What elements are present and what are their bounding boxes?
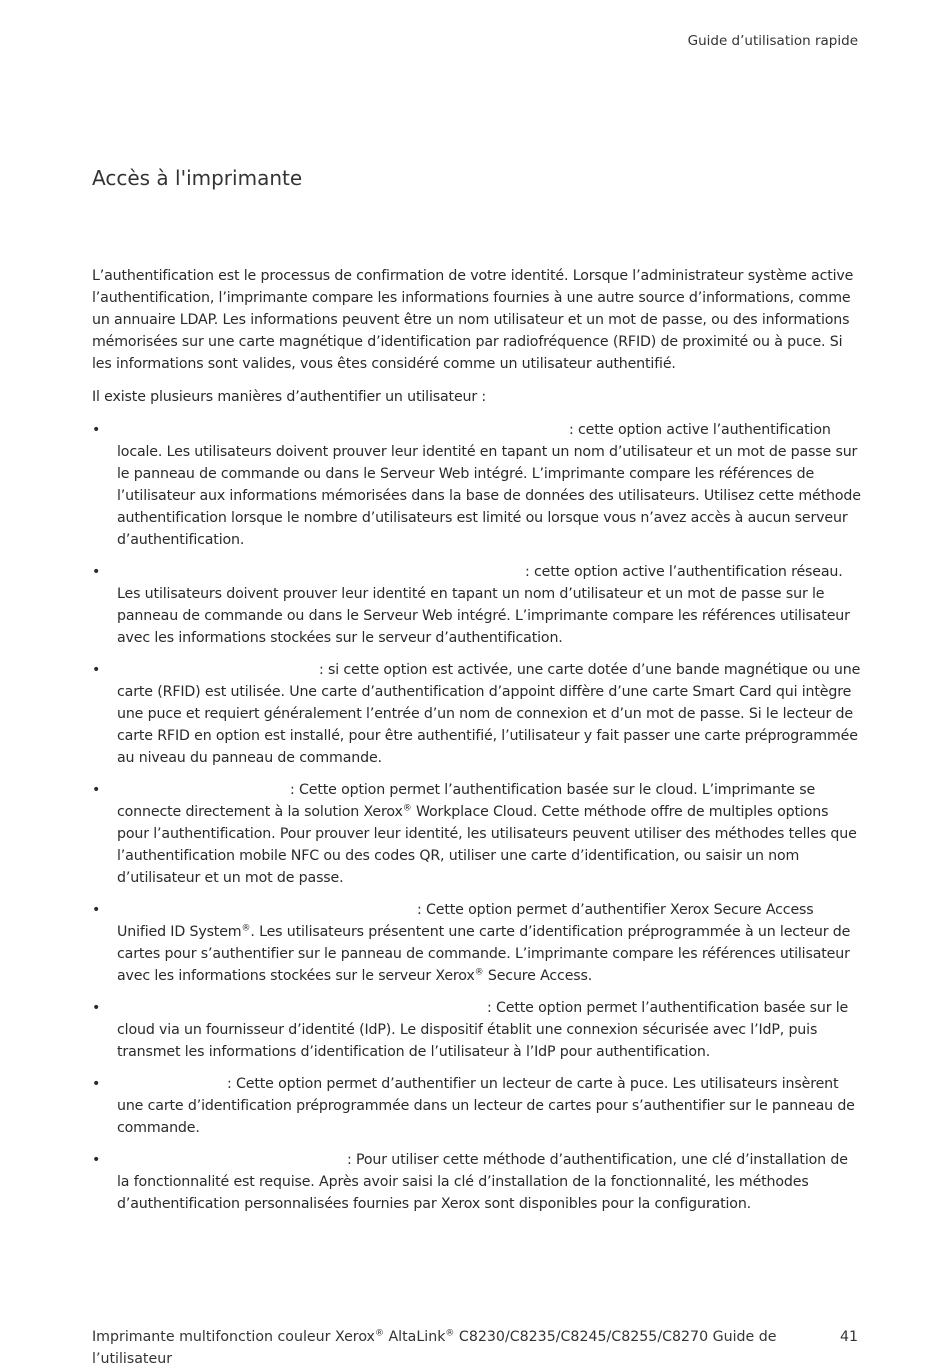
list-item bbox=[92, 899, 862, 987]
registered-mark: ® bbox=[374, 1328, 384, 1339]
bullet-icon: • bbox=[92, 1076, 101, 1092]
document-body bbox=[92, 265, 862, 1225]
bullet-icon: • bbox=[92, 422, 101, 438]
section-title: Accès à l'imprimante bbox=[92, 166, 303, 190]
item-text: : cette option active l’authentification locale. Les utilisateurs doivent prouver leur identité en tapant un nom d’utilisateur et un mot de passe sur le panneau de commande ou dans le Serveur Web intégré. L’imprimante compare les références de l’utilisateur aux informations mémorisées dans la base de données des utilisateurs. Utilisez cette méthode authentification lorsque le nombre d’utilisateurs est limité ou lorsque vous n’avez accès à aucun serveur d’authentification. bbox=[117, 422, 861, 548]
item-text: . Les utilisateurs présentent une carte d’identification préprogrammée à un lecteur de cartes pour s’authentifier sur le panneau de commande. L’imprimante compare les références utilisateur avec les informations stockées sur le serveur Xerox bbox=[117, 924, 851, 984]
item-text: : cette option active l’authentification réseau. Les utilisateurs doivent prouver leur identité en tapant un nom d’utilisateur et un mot de passe sur le panneau de commande ou dans le Serveur Web intégré. L’imprimante compare les références utilisateur avec les informations stockées sur le serveur d’authentification. bbox=[117, 564, 850, 646]
registered-mark: ® bbox=[402, 803, 412, 814]
page-footer bbox=[92, 1326, 782, 1370]
running-header: Guide d’utilisation rapide bbox=[687, 33, 858, 49]
auth-methods-list bbox=[92, 419, 862, 1215]
bullet-icon: • bbox=[92, 1152, 101, 1168]
bullet-icon: • bbox=[92, 902, 101, 918]
page-number: 41 bbox=[839, 1329, 858, 1345]
list-item bbox=[92, 1149, 862, 1215]
registered-mark: ® bbox=[445, 1328, 455, 1339]
item-text: : Cette option permet d’authentifier un lecteur de carte à puce. Les utilisateurs insèrent une carte d’identification préprogrammée dans un lecteur de cartes pour s’authentifier sur le panneau de commande. bbox=[117, 1076, 855, 1136]
bullet-icon: • bbox=[92, 564, 101, 580]
list-item bbox=[92, 997, 862, 1063]
methods-intro: Il existe plusieurs manières d’authentifier un utilisateur : bbox=[92, 389, 487, 405]
list-item bbox=[92, 561, 862, 649]
item-text: : si cette option est activée, une carte dotée d’une bande magnétique ou une carte (RFID) est utilisée. Une carte d’authentification d’appoint diffère d’une carte Smart Card qui intègre une puce et requiert généralement l’entrée d’un nom de connexion et d’un mot de passe. Si le lecteur de carte RFID en option est installé, pour être authentifié, l’utilisateur y fait passer une carte préprogrammée au niveau du panneau de commande. bbox=[117, 662, 861, 766]
bullet-icon: • bbox=[92, 662, 101, 678]
list-item bbox=[92, 659, 862, 769]
item-text: Workplace Cloud. Cette méthode offre de multiples options pour l’authentification. Pour prouver leur identité, les utilisateurs peuvent utiliser des méthodes telles que l’authentification mobile NFC ou des codes QR, utiliser une carte d’identification, ou saisir un nom d’utilisateur et un mot de passe. bbox=[117, 804, 857, 886]
item-text: : Cette option permet l’authentification basée sur le cloud via un fournisseur d’identité (IdP). Le dispositif établit une connexion sécurisée avec l’IdP, puis transmet les informations d’identification de l’utilisateur à l’IdP pour authentification. bbox=[117, 1000, 849, 1060]
item-text: Secure Access. bbox=[483, 968, 593, 984]
item-text: : Cette option permet d’authentifier Xerox Secure Access Unified ID System bbox=[117, 902, 814, 940]
footer-text: Imprimante multifonction couleur Xerox bbox=[92, 1329, 375, 1345]
list-item bbox=[92, 419, 862, 551]
registered-mark: ® bbox=[241, 923, 251, 934]
bullet-icon: • bbox=[92, 1000, 101, 1016]
item-text: : Cette option permet l’authentification basée sur le cloud. L’imprimante se connecte directement à la solution Xerox bbox=[117, 782, 816, 820]
footer-text: C8230/C8235/C8245/C8255/C8270 Guide de l’utilisateur bbox=[92, 1329, 777, 1367]
list-item bbox=[92, 1073, 862, 1139]
bullet-icon: • bbox=[92, 782, 101, 798]
intro-paragraph: L’authentification est le processus de confirmation de votre identité. Lorsque l’administrateur système active l’authentification, l’imprimante compare les informations fournies à une autre source d’informations, comme un annuaire LDAP. Les informations peuvent être un nom utilisateur et un mot de passe, ou des informations mémorisées sur une carte magnétique d’identification par radiofréquence (RFID) de proximité ou à puce. Si les informations sont valides, vous êtes considéré comme un utilisateur authentifié. bbox=[92, 268, 854, 372]
registered-mark: ® bbox=[474, 967, 484, 978]
list-item bbox=[92, 779, 862, 889]
item-text: : Pour utiliser cette méthode d’authentification, une clé d’installation de la fonctionnalité est requise. Après avoir saisi la clé d’installation de la fonctionnalité, les méthodes d’authentification personnalisées fournies par Xerox sont disponibles pour la configuration. bbox=[117, 1152, 848, 1212]
footer-text: AltaLink bbox=[383, 1329, 446, 1345]
